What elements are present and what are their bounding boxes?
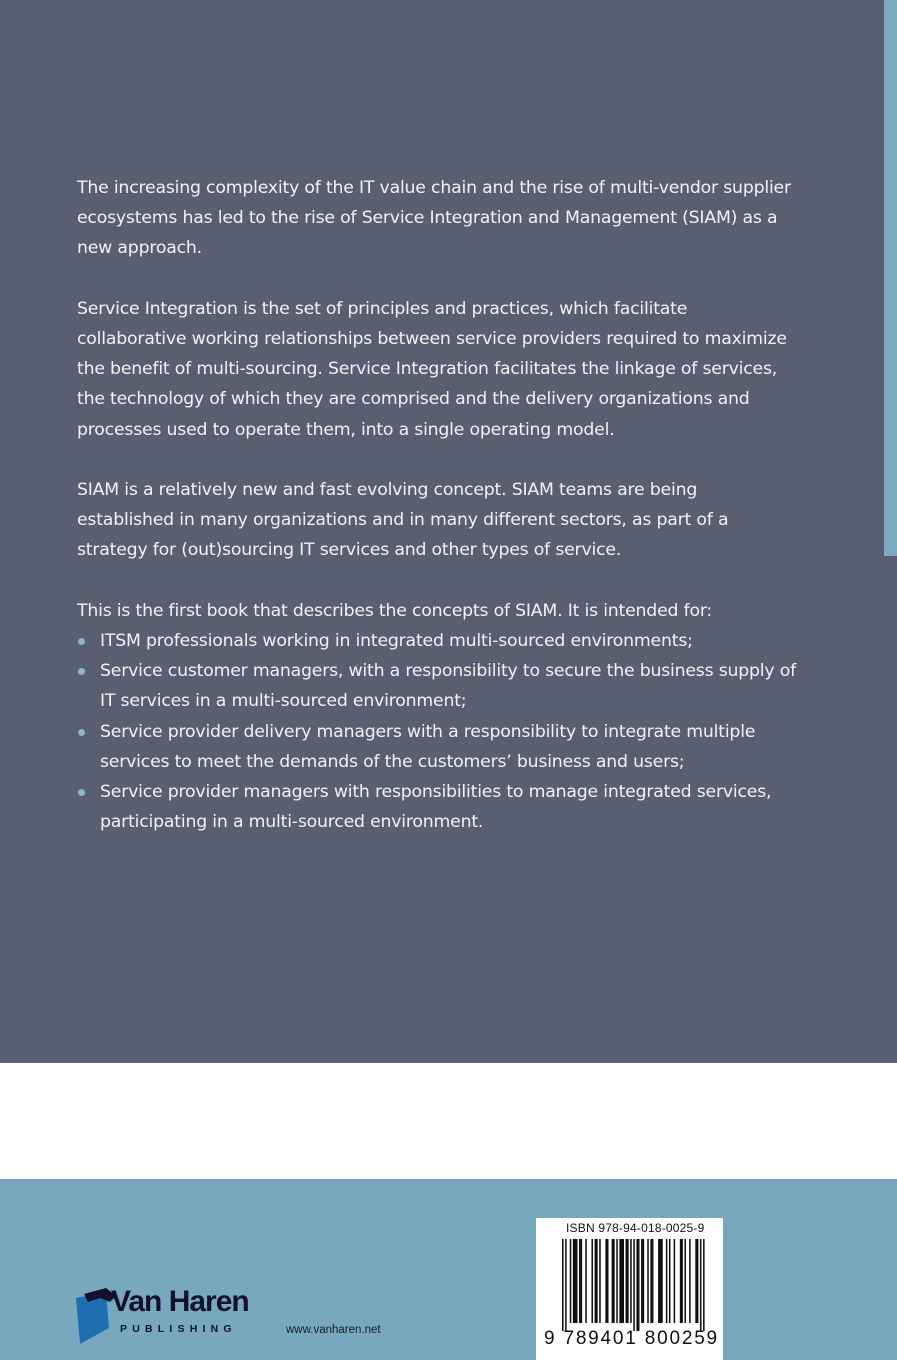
spine-accent-strip bbox=[884, 0, 897, 556]
list-item-text: Service provider delivery managers with a responsibility to integrate multiple services to meet the demands of the customers’ business and users; bbox=[100, 721, 756, 772]
list-item-text: ITSM professionals working in integrated multi-sourced environments; bbox=[100, 631, 693, 651]
audience-intro: This is the first book that describes the concepts of SIAM. It is intended for: bbox=[77, 600, 713, 621]
bullet-icon bbox=[78, 729, 85, 736]
publisher-name: Van Haren bbox=[111, 1285, 249, 1318]
publisher-website: www.vanharen.net bbox=[286, 1324, 381, 1336]
bullet-icon bbox=[78, 638, 85, 645]
list-item-text: Service customer managers, with a responsibility to secure the business supply of IT services in a multi-sourced environment; bbox=[100, 661, 796, 712]
paragraph-2: Service Integration is the set of principles and practices, which facilitate collaborative working relationships between service providers required to maximize the benefit of multi-sourcing. Service Integration facilitates the linkage of services, the technology of which they are comprised and the delivery organizations and processes used to operate them, into a single operating model. bbox=[77, 298, 787, 440]
list-item bbox=[77, 777, 797, 837]
back-cover-text bbox=[77, 173, 797, 837]
barcode-digits: 9 789401 800259 bbox=[544, 1328, 719, 1349]
white-band bbox=[0, 1063, 897, 1179]
publisher-subtitle: PUBLISHING bbox=[120, 1323, 237, 1335]
isbn-text: ISBN 978-94-018-0025-9 bbox=[566, 1221, 705, 1235]
list-item bbox=[77, 626, 797, 656]
bullet-icon bbox=[78, 668, 85, 675]
bullet-icon bbox=[78, 789, 85, 796]
list-item bbox=[77, 717, 797, 777]
list-item-text: Service provider managers with responsibilities to manage integrated services, participating in a multi-sourced environment. bbox=[100, 782, 772, 833]
isbn-barcode-label bbox=[536, 1218, 723, 1360]
paragraph-1: The increasing complexity of the IT value chain and the rise of multi-vendor supplier ecosystems has led to the rise of Service Integration and Management (SIAM) as a new approach. bbox=[77, 178, 791, 259]
list-item bbox=[77, 656, 797, 716]
paragraph-3: SIAM is a relatively new and fast evolving concept. SIAM teams are being established in many organizations and in many different sectors, as part of a strategy for (out)sourcing IT services and other types of service. bbox=[77, 480, 729, 561]
publisher-logo bbox=[76, 1281, 266, 1351]
barcode-icon bbox=[560, 1239, 710, 1331]
audience-list bbox=[77, 626, 797, 837]
logo-mark-icon bbox=[76, 1288, 116, 1346]
